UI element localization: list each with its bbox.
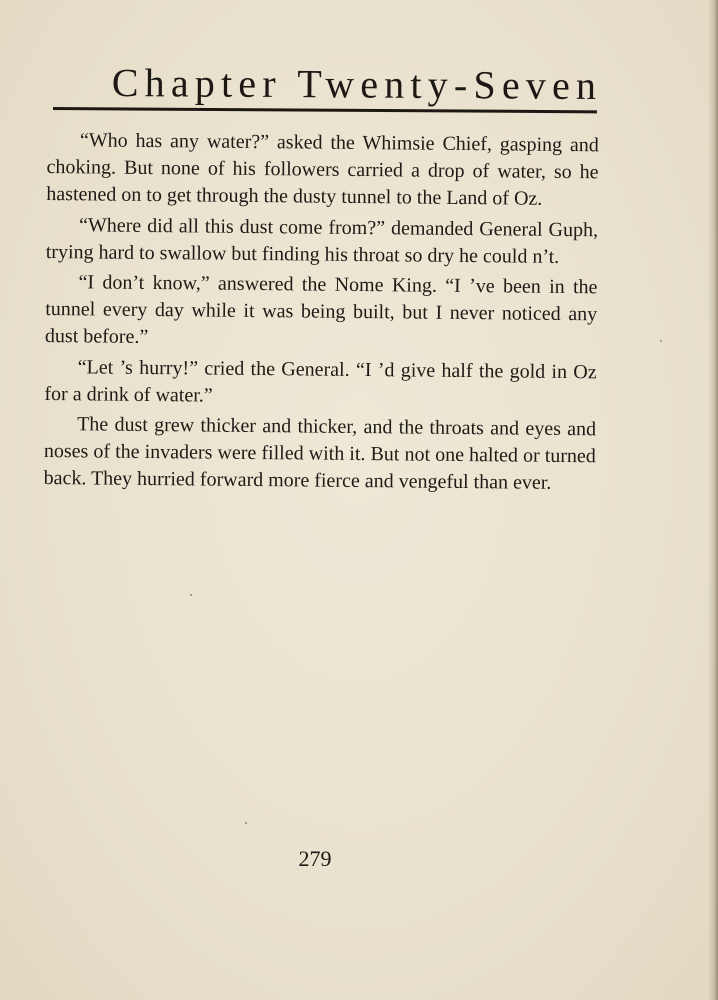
page-edge-shadow	[708, 0, 718, 1000]
paper-speck	[245, 822, 247, 824]
paragraph-5: The dust grew thicker and thicker, and the throats and eyes and noses of the invaders were filled with it. But not one halted or turned back. They hurried forward more fierce and vengeful than ever.	[43, 413, 597, 495]
paper-speck	[190, 594, 192, 596]
paragraph-4: “Let ’s hurry!” cried the General. “I ’d give half the gold in Oz for a drink of water.”	[44, 355, 597, 407]
paragraph-1: “Who has any water?” asked the Whimsie Chief, gasping and choking. But none of his followers carried a drop of water, so he hastened on to get through the dusty tunnel to the Land of Oz.	[46, 129, 599, 211]
page-number: 279	[298, 846, 332, 871]
chapter-body	[43, 127, 599, 501]
paper-speck	[660, 340, 662, 342]
paragraph-2: “Where did all this dust come from?” demanded General Guph, trying hard to swallow but finding his throat so dry he could n’t.	[45, 213, 599, 268]
chapter-heading: Chapter Twenty-Seven	[111, 59, 603, 108]
paragraph-3: “I don’t know,” answered the Nome King. “I ’ve been in the tunnel every day while it was being built, but I never noticed any dust before.”	[44, 271, 598, 349]
